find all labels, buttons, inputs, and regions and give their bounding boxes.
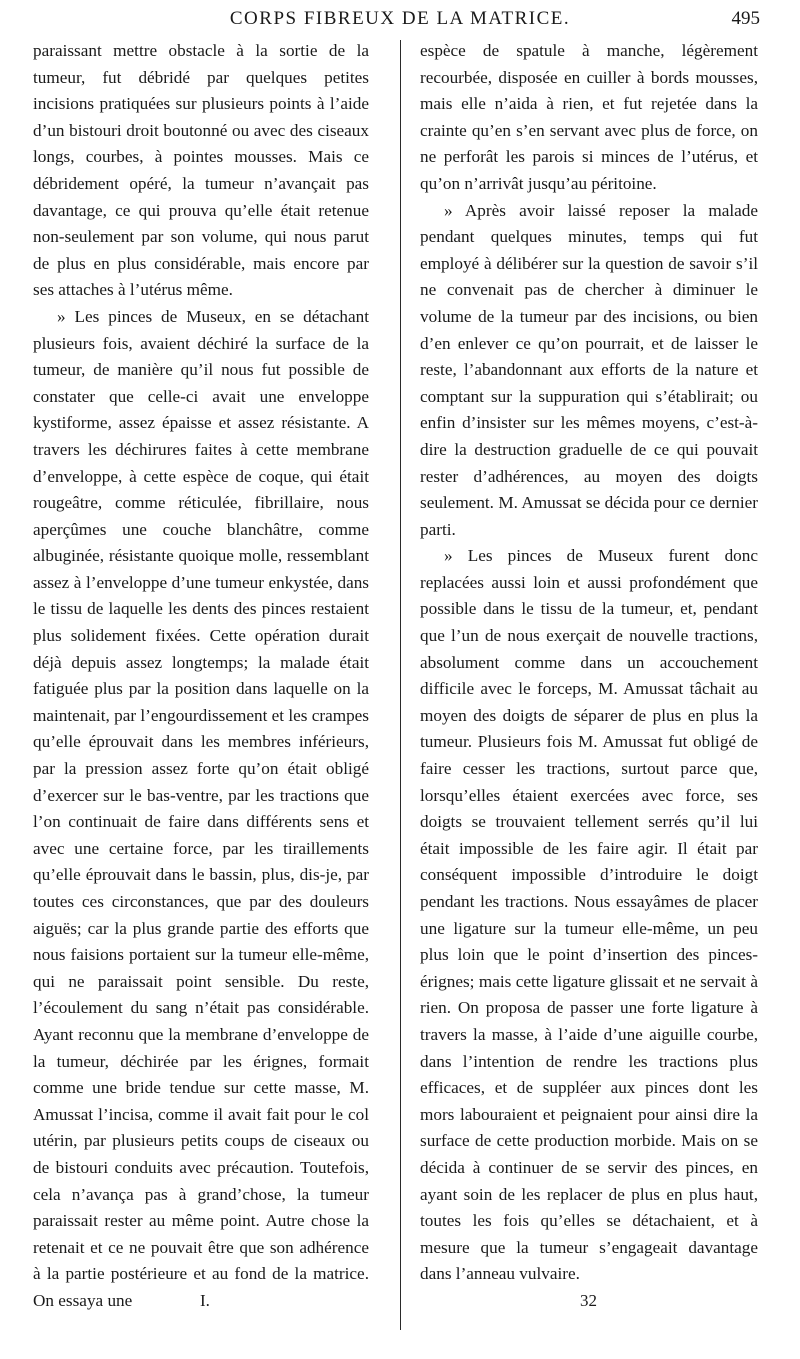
signature-mark: I. — [200, 1291, 210, 1310]
paragraph: » Les pinces de Museux, en se détachant plusieurs fois, avaient déchiré la surface de la tumeur, de manière qu’il nous fut possible de constater que celle-ci avait une enveloppe kystiforme, assez épaisse et assez résistante. A travers les déchirures faites à cette membrane d’enveloppe, à cette espèce de coque, qui était rougeâtre, comme réticulée, fibrillaire, nous aperçûmes une couche blanchâtre, comme albuginée, résistante quoique molle, ressemblant assez à l’enveloppe d’une tumeur enkystée, dans le tissu de laquelle les dents des pinces restaient plus solidement fixées. Cette opération durait déjà depuis assez longtemps; la malade était fatiguée plus par la position dans laquelle on la maintenait, par l’engourdissement et les crampes qu’elle éprouvait dans les membres inférieurs, par la pression assez forte qu’on était obligé d’exercer sur le bas-ventre, par les tractions que l’on continuait de faire dans différents sens et avec une certaine force, par les tiraillements qu’elle éprouvait dans le bassin, plus, dis-je, par toutes ces circonstances, que par des douleurs aiguës; car la plus grande partie des efforts que nous faisions portaient sur la tumeur elle-même, qui ne paraissait point sensible. Du reste, l’écoulement du sang n’était pas considérable. Ayant reconnu que la membrane d’enveloppe de la tumeur, déchirée par les érignes, formait comme une bride tendue sur cette masse, M. Amussat l’incisa, comme il avait fait pour le col utérin, par plusieurs petits coups de ciseaux ou de bistouri conduits avec précaution. Toutefois, cela n’avança pas à grand’chose, la tumeur paraissait rester au même point. Autre chose la retenait et ce ne pouvait être que son adhérence à la partie postérieure et au fond de la matrice. On essaya une — [33, 306, 369, 1310]
running-title: CORPS FIBREUX DE LA MATRICE. — [229, 8, 571, 29]
paragraph: » Les pinces de Museux furent donc replacées aussi loin et aussi profondément que possible dans le tissu de la tumeur, et, pendant que l’un de nous exerçait de nouvelle tractions, absolument comme dans un accouchement difficile avec le forceps, M. Amussat tâchait au moyen des doigts de séparer de plus en plus la tumeur. Plusieurs fois M. Amussat fut obligé de faire cesser les tractions, surtout parce que, lorsqu’elles étaient exercées avec force, ses doigts se trouvaient tellement serrés qu’il lui était impossible de les faire agir. Il était par conséquent impossible d’introduire le doigt pendant les tractions. Nous essayâmes de placer une ligature sur la tumeur elle-même, un peu plus loin que le point d’insertion des pinces-érignes; mais cette ligature glissait et ne servait à rien. On proposa de passer une forte ligature à travers la masse, à l’aide d’une aiguille courbe, dans l’intention de rendre les tractions plus efficaces, et de suppléer aux pinces dont les mors labouraient et peignaient pour ainsi dire la surface de cette production morbide. Mais on se décida à continuer de se servir des pinces, en ayant soin de les replacer de plus en plus haut, toutes les fois qu’elles se détachaient, et à mesure que la tumeur s’engageait davantage dans l’anneau vulvaire. — [420, 546, 758, 1284]
running-head — [40, 4, 760, 34]
paragraph: » Après avoir laissé reposer la malade pendant quelques minutes, temps qui fut employé à délibérer sur la question de savoir s’il ne convenait pas de chercher à diminuer le volume de la tumeur par des incisions, ou bien d’en enlever ce qu’on pourrait, et de laisser le reste, l’abandonnant aux efforts de la nature et comptant sur la suppuration qui s’établirait; ou enfin d’insister sur les mêmes moyens, c’est-à-dire la destruction graduelle de ce qui pouvait rester d’adhérences, au moyen des doigts seulement. M. Amussat se décida pour ce dernier parti. — [420, 200, 758, 539]
paragraph: paraissant mettre obstacle à la sortie de la tumeur, fut débridé par quelques petites incisions pratiquées sur plusieurs points à l’aide d’un bistouri droit boutonné ou avec des ciseaux longs, courbes, à pointes mousses. Mais ce débridement opéré, la tumeur n’avançait pas davantage, ce qui prouva qu’elle était retenue non-seulement par son volume, qui nous parut de plus en plus considérable, mais encore par ses attaches à l’utérus même. — [33, 41, 369, 300]
column-divider — [400, 40, 401, 1330]
page-number: 495 — [731, 8, 760, 29]
paragraph: espèce de spatule à manche, légèrement recourbée, disposée en cuiller à bords mousses, mais elle n’aida à rien, et fut rejetée dans la crainte qu’en s’en servant avec plus de force, on ne perforât les parois si minces de l’utérus, et qu’on n’arrivât jusqu’au péritoine. — [420, 41, 758, 193]
sheet-number: 32 — [580, 1291, 597, 1310]
right-column — [420, 38, 758, 1288]
left-column — [33, 38, 369, 1315]
